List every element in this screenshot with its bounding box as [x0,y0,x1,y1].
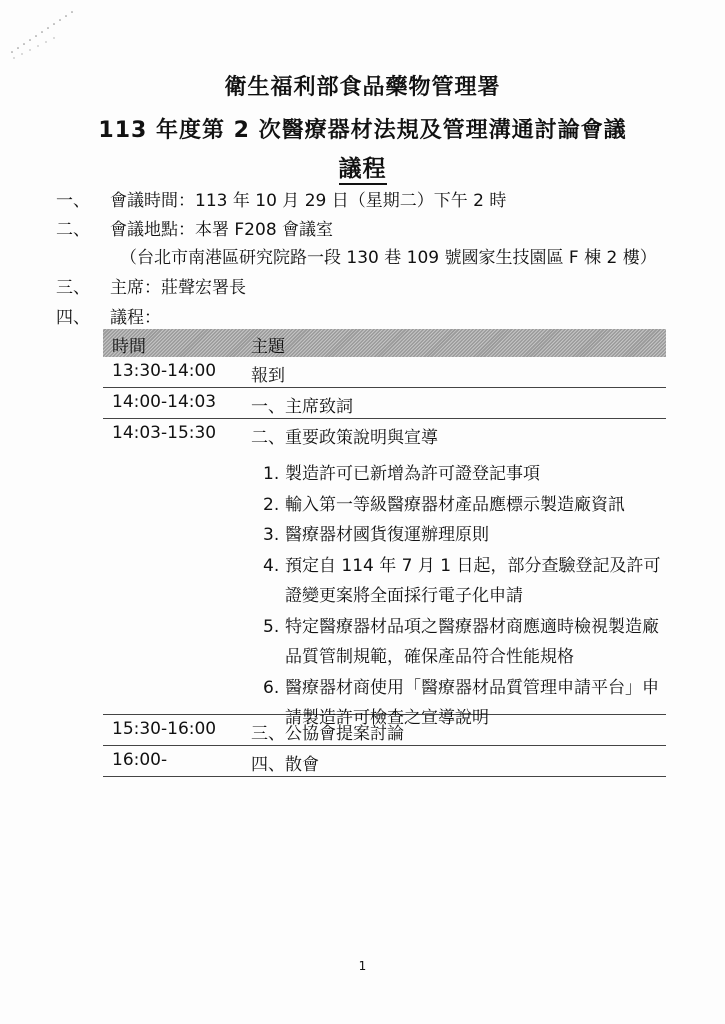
agenda-topic: 報到 [251,366,285,386]
item-text: 醫療器材國貨復運辦理原則 [285,525,489,545]
item-text: 製造許可已新增為許可證登記事項 [285,464,540,484]
section-text: 議程： [110,308,161,328]
section-chair [56,273,246,298]
location-address: （台北市南港區研究院路一段 130 巷 109 號國家生技園區 F 棟 2 樓） [120,248,657,268]
agenda-heading-text: 議程 [339,156,387,185]
agenda-topic: 四、散會 [251,755,319,775]
section-number: 一、 [56,191,90,211]
meeting-title: 113 年度第 2 次醫療器材法規及管理溝通討論會議 [98,118,627,143]
policy-item [263,520,667,551]
policy-item [263,551,667,612]
organization-title: 衛生福利部食品藥物管理署 [224,75,501,100]
agenda-time: 13:30-14:00 [112,361,217,381]
section-number: 三、 [56,278,90,298]
agenda-row [103,419,666,728]
header-topic: 主題 [251,337,285,357]
item-number: 2. [263,494,280,515]
agenda-topic: 一、主席致詞 [251,397,353,417]
policy-item [263,612,667,673]
header-time: 時間 [112,337,146,357]
agenda-table-header [103,329,666,357]
section-text: 主席：莊聲宏署長 [110,278,246,298]
agenda-table [103,329,666,777]
agenda-row [103,388,666,419]
agenda-topic: 二、重要政策說明與宣導 [251,428,438,448]
policy-item [263,490,667,521]
item-text: 預定自 114 年 7 月 1 日起，部分查驗登記及許可證變更案將全面採行電子化申請 [285,555,661,606]
item-text: 特定醫療器材品項之醫療器材商應適時檢視製造廠品質管制規範，確保產品符合性能規格 [285,616,659,667]
section-number: 四、 [56,308,90,328]
section-number: 二、 [56,220,90,240]
section-text: 會議時間：113 年 10 月 29 日（星期二）下午 2 時 [110,191,507,211]
item-number: 1. [263,464,280,484]
item-text: 輸入第一等級醫療器材產品應標示製造廠資訊 [285,494,625,515]
item-number: 5. [263,616,280,637]
item-number: 3. [263,525,280,545]
agenda-topic: 三、公協會提案討論 [251,724,404,744]
agenda-row [103,746,666,777]
item-number: 4. [263,555,280,576]
section-meeting-time [56,186,506,211]
item-text: 醫療器材商使用「醫療器材品質管理申請平台」申請製造許可檢查之宣導說明 [285,677,659,728]
agenda-time: 14:03-15:30 [112,423,217,443]
policy-item-list [263,459,667,734]
scan-stamp-mark [4,2,84,62]
section-meeting-location [56,215,333,240]
agenda-time: 14:00-14:03 [112,392,217,412]
policy-item [263,459,667,490]
section-agenda [56,303,161,328]
agenda-time: 16:00- [112,750,168,770]
agenda-time: 15:30-16:00 [112,719,217,739]
page-number: 1 [358,959,367,973]
agenda-row [103,715,666,746]
section-text: 會議地點：本署 F208 會議室 [110,220,334,240]
agenda-row [103,357,666,388]
item-number: 6. [263,677,280,698]
agenda-heading [0,150,725,183]
